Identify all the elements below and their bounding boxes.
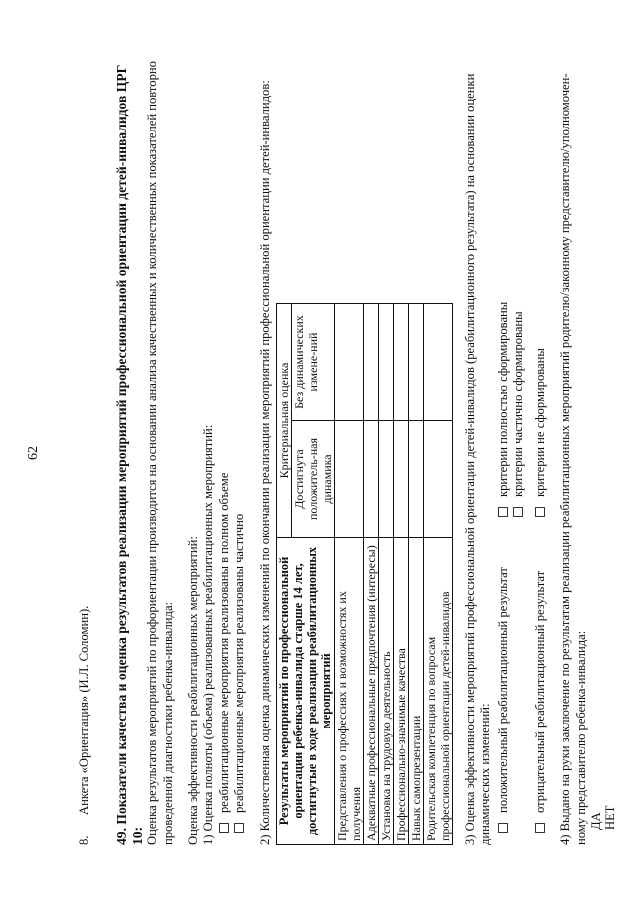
option-label: критерии полностью сформированы [495, 301, 510, 497]
checkbox-icon [498, 507, 508, 517]
point-1-option-full [217, 50, 232, 845]
table-row-label: Адекватные профессиональные предпочтения (интересы) [364, 538, 379, 845]
positive-result-row [496, 50, 527, 845]
option-label: реабилитационные мероприятия реализованы частично [232, 513, 247, 813]
option-label: реабилитационные мероприятия реализованы в полном объеме [216, 472, 231, 813]
table-subheader-none: Без динамических измене-ний [292, 304, 335, 421]
negative-result-options [533, 50, 548, 517]
point-2: 2) Количественная оценка динамических изменений по окончании реализации мероприятий профессиональной ориентации детей-инвалидов: [257, 80, 272, 845]
checkbox-icon [498, 823, 508, 833]
checkbox-icon [535, 823, 545, 833]
table-row [335, 304, 364, 845]
answer-yes: ДА [588, 812, 603, 830]
checkbox-icon [219, 823, 229, 833]
table-col1-header: Результаты мероприятий по профессиональной ориентации ребенка-инвалида старше 14 лет, достигнутые в ходе реализации реабилитационных мероприятий [277, 538, 335, 845]
table-row [379, 304, 394, 845]
page-number: 62 [26, 446, 41, 460]
table-row-label: Установка на трудовую деятельность [379, 538, 394, 845]
negative-result [533, 517, 548, 845]
positive-option-full [496, 50, 511, 517]
point-4-line-1: 4) Выдано на руки заключение по результатам реализации реабилитационных мероприятий родителю/законному представителю/уполномочен- [558, 73, 573, 845]
table-group-header: Критериальная оценка [277, 304, 292, 538]
table-row-label: Представления о профессиях и возможностях их получения [335, 538, 364, 845]
table-row [364, 304, 379, 845]
table-row [394, 304, 409, 845]
positive-option-partial [511, 50, 526, 517]
point-1-option-partial [232, 50, 247, 845]
intro-line-2: проведенной диагностики ребенка-инвалида: [160, 601, 175, 845]
point-3-line-2: динамических изменений: [478, 703, 493, 845]
positive-result-label: положительный реабилитационный результат [495, 567, 510, 813]
option-label: критерии не сформированы [532, 348, 547, 497]
checkbox-icon [513, 507, 523, 517]
positive-result-options [496, 50, 527, 517]
table-row-label: Навык самопрезентации [409, 538, 424, 845]
table-row-label: Родительская компетенция по вопросам профессиональной ориентации детей-инвалидов [424, 538, 453, 845]
table-row [424, 304, 453, 845]
negative-option-none [533, 50, 548, 517]
option-label: критерии частично сформированы [511, 311, 526, 497]
efficiency-title: Оценка эффективности реабилитационных мероприятий: [186, 536, 201, 845]
point-1: 1) Оценка полноты (объема) реализованных реабилитационных мероприятий: [201, 424, 216, 845]
intro-line-1: Оценка результатов мероприятий по профориентации производится на основании анализа качественных и количественных показателей повторно [145, 61, 160, 845]
dynamics-table [276, 303, 453, 845]
item-8 [77, 50, 92, 845]
item-8-text: Анкета «Ориентация» (И.Л. Соломин). [77, 605, 91, 815]
negative-result-label: отрицательный реабилитационный результат [532, 570, 547, 813]
checkbox-icon [535, 507, 545, 517]
point-4-line-2: ному представителю ребенка-инвалида: [573, 630, 588, 845]
table-row [409, 304, 424, 845]
answer-no: НЕТ [602, 805, 617, 830]
point-3-line-1: 3) Оценка эффективности мероприятий профессиональной ориентации детей-инвалидов (реабилитационного результата) на основании оценки [463, 73, 478, 845]
checkbox-icon [234, 823, 244, 833]
table-row-label: Профессионально-значимые качества [394, 538, 409, 845]
positive-result [496, 517, 527, 845]
table-subheader-positive: Достигнута положитель-ная динамика [292, 421, 335, 538]
section-heading: 49. Показатели качества и оценка результатов реализации мероприятий профессиональной ориентации детей-инвалидов ЦРГ 10: [114, 64, 145, 845]
item-8-number: 8. [77, 835, 91, 845]
negative-result-row [533, 50, 548, 845]
